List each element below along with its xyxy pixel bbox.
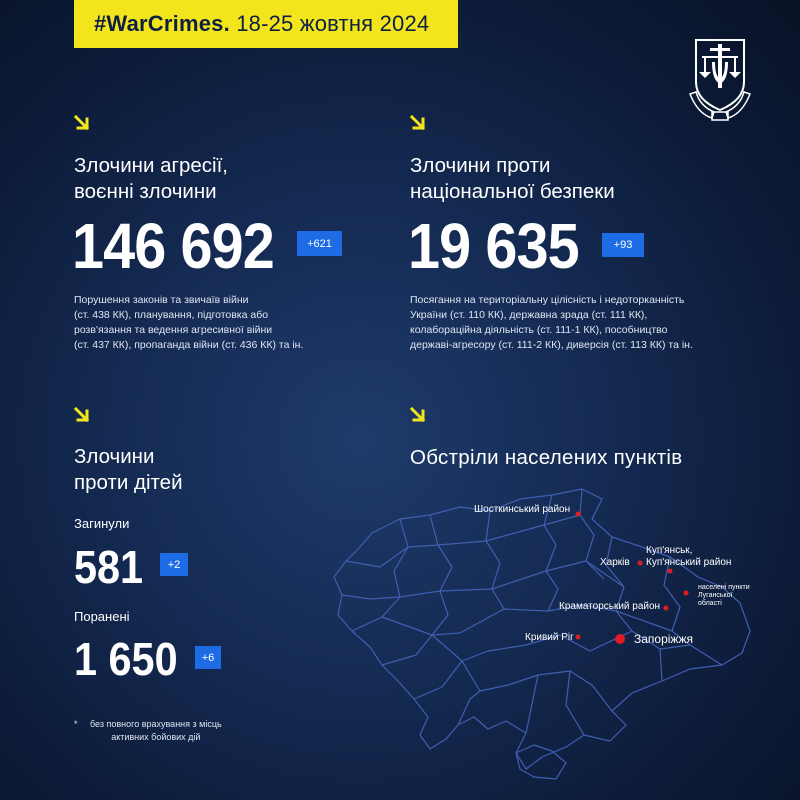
children-footnote: без повного врахування з місць активних бойових дій xyxy=(90,719,222,742)
children-footnote-marker: * xyxy=(74,719,78,729)
prosecutor-office-emblem-icon xyxy=(688,36,752,122)
map-label-kharkiv: Харків xyxy=(600,557,630,568)
map-marker xyxy=(576,635,581,640)
arrow-down-right-icon xyxy=(74,407,90,423)
national-security-description: Посягання на територіальну цілісність і недоторканність України (ст. 110 КК), державна зрада (ст. 111 КК), колабораційна діяльність (ст. 111-1 КК), пособництво державі-агресору (ст. 111-2 КК), диверсія (ст. 113 КК) та ін. xyxy=(410,294,693,351)
map-marker-large xyxy=(615,634,625,644)
children-killed-value: 581 xyxy=(74,541,144,593)
aggression-value: 146 692 xyxy=(72,210,274,282)
map-label-kryvyi-rih: Кривий Ріг xyxy=(525,632,574,643)
children-injured-label: Поранені xyxy=(74,609,130,624)
aggression-heading: Злочини агресії, воєнні злочини xyxy=(74,154,229,203)
national-security-value: 19 635 xyxy=(408,210,579,282)
map-label-shostka: Шосткинський район xyxy=(474,504,571,515)
header-title: #WarCrimes. 18-25 жовтня 2024 xyxy=(94,11,430,36)
map-label-luhansk: населені пункти Луганської області xyxy=(698,584,750,607)
national-security-heading: Злочини проти національної безпеки xyxy=(410,154,615,203)
aggression-description: Порушення законів та звичаїв війни (ст. 438 КК), планування, підготовка або розв'язання та ведення агресивної війни (ст. 437 КК), пропаганда війни (ст. 436 КК) та ін. xyxy=(74,294,304,351)
map-marker xyxy=(664,606,669,611)
map-marker xyxy=(576,512,581,517)
map-marker xyxy=(638,561,643,566)
map-label-kupiansk: Куп'янськ, Куп'янський район xyxy=(646,545,732,568)
children-killed-delta-badge: +2 xyxy=(160,553,188,576)
map-marker xyxy=(668,569,673,574)
arrow-down-right-icon xyxy=(410,115,426,131)
shelling-heading: Обстріли населених пунктів xyxy=(410,446,683,469)
children-injured-value: 1 650 xyxy=(74,633,178,685)
children-killed-label: Загинули xyxy=(74,516,130,531)
children-heading: Злочини проти дітей xyxy=(74,445,183,494)
map-label-zaporizhzhia: Запоріжжя xyxy=(634,632,693,646)
map-marker xyxy=(684,591,689,596)
arrow-down-right-icon xyxy=(410,407,426,423)
national-security-delta-badge: +93 xyxy=(602,233,644,257)
header-banner xyxy=(74,0,458,48)
aggression-delta-badge: +621 xyxy=(297,231,342,256)
map-label-kramatorsk: Краматорський район xyxy=(559,601,661,612)
arrow-down-right-icon xyxy=(74,115,90,131)
children-injured-delta-badge: +6 xyxy=(195,646,221,669)
